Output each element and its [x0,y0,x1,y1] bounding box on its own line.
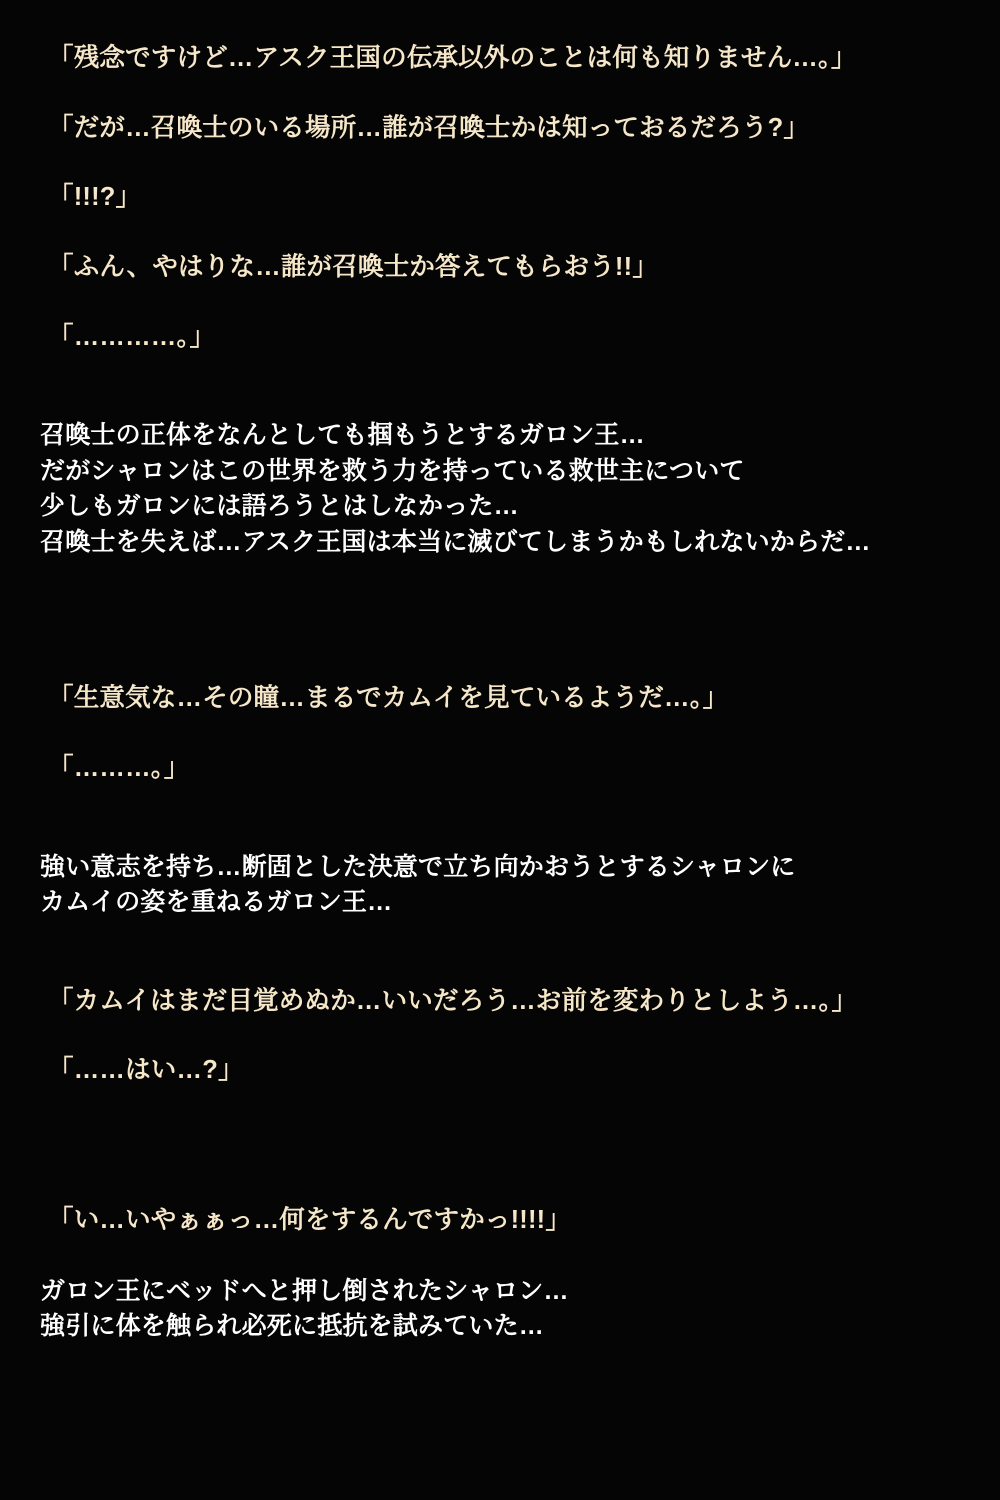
dialogue-line: 「だが…召喚士のいる場所…誰が召喚士かは知っておるだろう?」 [48,113,810,142]
dialogue-line: 「残念ですけど…アスク王国の伝承以外のことは何も知りません…。」 [48,44,857,72]
dialogue-3 [40,181,960,215]
dialogue-2 [40,112,960,146]
dialogue-line: 「い…いやぁぁっ…何をするんですかっ!!!!」 [48,1205,572,1234]
narration-line: 強引に体を触られ必死に抵抗を試みていた… [40,1312,545,1341]
dialogue-7 [40,752,960,786]
narration-line: カムイの姿を重ねるガロン王… [40,888,393,917]
narration-line: 強い意志を持ち…断固とした決意で立ち向かおうとするシャロンに [40,852,796,881]
dialogue-10 [40,1204,960,1238]
dialogue-9 [40,1054,960,1088]
dialogue-1 [40,42,960,76]
narration-line: だがシャロンはこの世界を救う力を持っている救世主について [40,456,745,485]
spacer [40,816,960,850]
dialogue-line: 「カムイはまだ目覚めぬか…いいだろう…お前を変わりとしよう…。」 [48,986,858,1015]
narration-3 [40,1274,960,1345]
dialogue-4 [40,251,960,285]
spacer [40,951,960,985]
narration-line: 召喚士の正体をなんとしても掴もうとするガロン王… [40,421,645,450]
dialogue-line: 「生意気な…その瞳…まるでカムイを見ているようだ…。」 [48,684,729,713]
dialogue-line: 「…………。」 [48,322,216,351]
narration-line: 召喚士を失えば…アスク王国は本当に滅びてしまうかもしれないからだ… [40,527,871,556]
section-spacer [40,1118,960,1204]
dialogue-line: 「………。」 [48,753,190,782]
section-spacer [40,590,960,682]
dialogue-8 [40,985,960,1019]
narration-line: ガロン王にベッドへと押し倒されたシャロン… [40,1276,569,1305]
narration-line: 少しもガロンには語ろうとはしなかった… [40,492,519,521]
dialogue-5 [40,321,960,355]
narration-2 [40,850,960,921]
dialogue-line: 「……はい…?」 [48,1056,244,1085]
dialogue-6 [40,682,960,716]
dialogue-line: 「!!!?」 [48,183,142,212]
spacer [40,384,960,418]
narration-1 [40,418,960,560]
dialogue-line: 「ふん、やはりな…誰が召喚士か答えてもらおう!!」 [48,252,659,281]
